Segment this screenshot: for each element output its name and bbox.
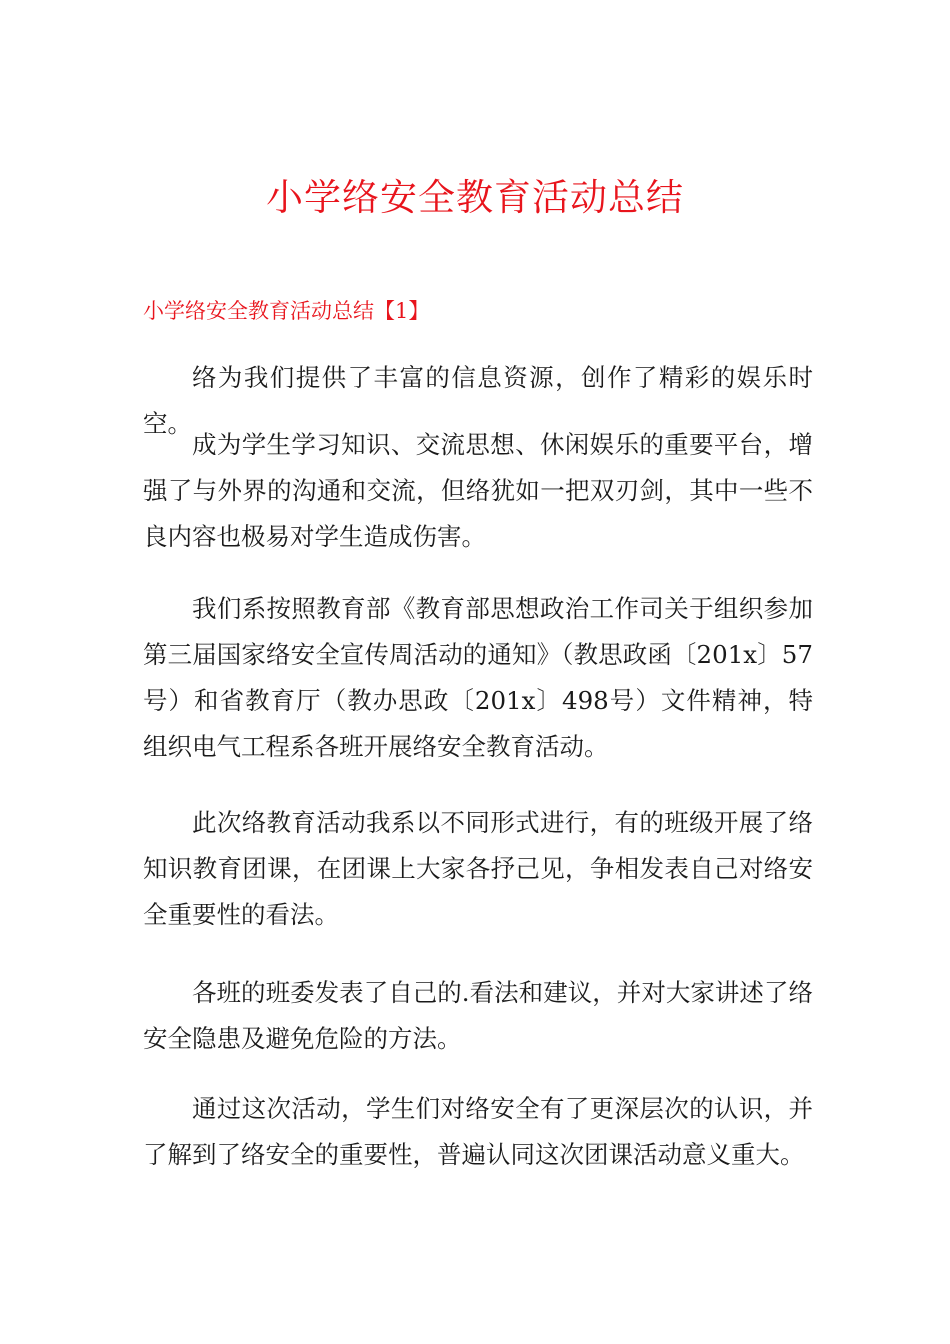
section-heading: 小学络安全教育活动总结【1】 (143, 299, 430, 323)
paragraph-3: 我们系按照教育部《教育部思想政治工作司关于组织参加第三届国家络安全宣传周活动的通知》（教思政函〔201x〕57号）和省教育厅（教办思政〔201x〕498号）文件精神，特组织电气工程系各班开展络安全教育活动。 (143, 594, 813, 761)
document-title: 小学络安全教育活动总结 (266, 176, 684, 219)
paragraph-4: 此次络教育活动我系以不同形式进行，有的班级开展了络知识教育团课，在团课上大家各抒己见，争相发表自己对络安全重要性的看法。 (143, 808, 813, 929)
paragraph-6: 通过这次活动，学生们对络安全有了更深层次的认识，并了解到了络安全的重要性，普遍认同这次团课活动意义重大。 (143, 1094, 813, 1169)
paragraph-5: 各班的班委发表了自己的.看法和建议，并对大家讲述了络安全隐患及避免危险的方法。 (143, 978, 813, 1053)
paragraph-1: 络为我们提供了丰富的信息资源，创作了精彩的娱乐时空。 (143, 363, 813, 438)
paragraph-2: 成为学生学习知识、交流思想、休闲娱乐的重要平台，增强了与外界的沟通和交流，但络犹如一把双刃剑，其中一些不良内容也极易对学生造成伤害。 (143, 430, 813, 551)
